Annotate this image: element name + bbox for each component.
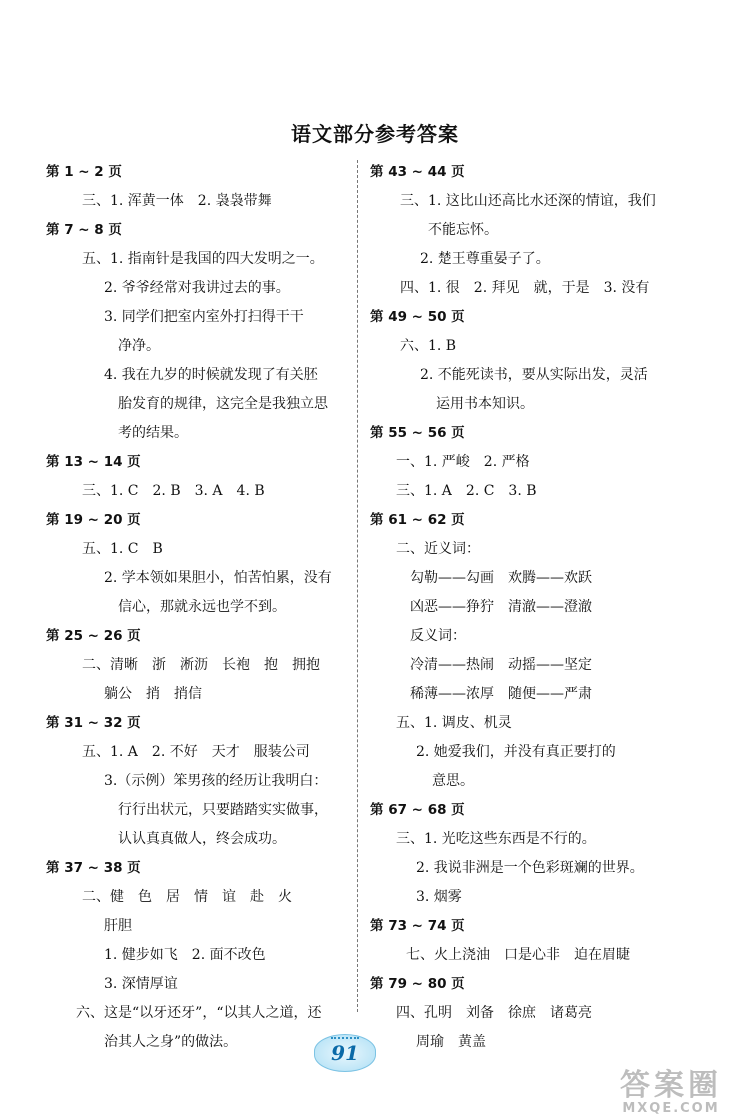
section-heading: 第 79 ~ 80 页 — [370, 976, 465, 992]
answer-line: 不能忘怀。 — [428, 222, 498, 238]
answer-line: 4. 我在九岁的时候就发现了有关胚 — [104, 367, 318, 383]
section-heading: 第 37 ~ 38 页 — [46, 860, 141, 876]
section-heading: 第 25 ~ 26 页 — [46, 628, 141, 644]
answer-line: 认认真真做人，终会成功。 — [118, 831, 286, 847]
answer-line: 3. 同学们把室内室外打扫得干干 — [104, 309, 304, 325]
answer-line: 三、1. A 2. C 3. B — [396, 483, 537, 499]
answer-line: 反义词： — [410, 628, 466, 644]
section-heading: 第 31 ~ 32 页 — [46, 715, 141, 731]
answer-line: 3.（示例）笨男孩的经历让我明白： — [104, 773, 328, 789]
answer-line: 三、1. 浑黄一体 2. 袅袅带舞 — [82, 193, 272, 209]
answer-line: 勾勒——勾画 欢腾——欢跃 — [410, 570, 592, 586]
answer-line: 信心，那就永远也学不到。 — [118, 599, 286, 615]
answer-line: 周瑜 黄盖 — [416, 1034, 486, 1050]
answer-line: 五、1. A 2. 不好 天才 服装公司 — [82, 744, 310, 760]
answer-line: 三、1. 光吃这些东西是不行的。 — [396, 831, 596, 847]
answer-line: 净净。 — [118, 338, 160, 354]
answer-line: 2. 她爱我们，并没有真正要打的 — [416, 744, 616, 760]
section-heading: 第 13 ~ 14 页 — [46, 454, 141, 470]
answer-line: 五、1. C B — [82, 541, 163, 557]
answer-line: 六、1. B — [400, 338, 457, 354]
answer-line: 1. 健步如飞 2. 面不改色 — [104, 947, 266, 963]
answer-line: 2. 不能死读书，要从实际出发，灵活 — [420, 367, 648, 383]
section-heading: 第 55 ~ 56 页 — [370, 425, 465, 441]
section-heading: 第 61 ~ 62 页 — [370, 512, 465, 528]
answer-line: 运用书本知识。 — [436, 396, 534, 412]
answer-line: 四、1. 很 2. 拜见 就，于是 3. 没有 — [400, 280, 650, 296]
right-column — [370, 158, 710, 1057]
watermark-text: 答案圈 — [620, 1068, 722, 1103]
answer-line: 三、1. C 2. B 3. A 4. B — [82, 483, 265, 499]
page-title: 语文部分参考答案 — [291, 122, 459, 146]
answer-line: 3. 烟雾 — [416, 889, 462, 905]
answer-line: 二、近义词： — [396, 541, 480, 557]
section-heading: 第 73 ~ 74 页 — [370, 918, 465, 934]
section-heading: 第 19 ~ 20 页 — [46, 512, 141, 528]
answer-line: 二、健 色 居 情 谊 赴 火 — [82, 889, 292, 905]
answer-line: 七、火上浇油 口是心非 迫在眉睫 — [406, 947, 630, 963]
section-heading: 第 7 ~ 8 页 — [46, 222, 122, 238]
section-heading: 第 1 ~ 2 页 — [46, 164, 122, 180]
answer-line: 胎发育的规律，这完全是我独立思 — [118, 396, 328, 412]
left-column — [46, 158, 346, 1057]
answer-line: 3. 深情厚谊 — [104, 976, 178, 992]
answer-line: 2. 学本领如果胆小，怕苦怕累，没有 — [104, 570, 332, 586]
answer-line: 凶恶——狰狞 清澈——澄澈 — [410, 599, 592, 615]
answer-line: 行行出状元，只要踏踏实实做事， — [118, 802, 328, 818]
column-divider — [357, 160, 358, 1012]
answer-line: 躺公 捎 捎信 — [104, 686, 202, 702]
answer-line: 四、孔明 刘备 徐庶 诸葛亮 — [396, 1005, 592, 1021]
answer-line: 2. 我说非洲是一个色彩斑斓的世界。 — [416, 860, 644, 876]
answer-line: 治其人之身”的做法。 — [104, 1034, 238, 1050]
answer-line: 肝胆 — [104, 918, 132, 934]
answer-line: 2. 楚王尊重晏子了。 — [420, 251, 550, 267]
answer-line: 意思。 — [432, 773, 474, 789]
answer-line: 稀薄——浓厚 随便——严肃 — [410, 686, 592, 702]
watermark-logo — [600, 1068, 742, 1116]
watermark-url: MXQE.COM — [622, 1101, 720, 1116]
answer-line: 考的结果。 — [118, 425, 188, 441]
answer-line: 冷清——热闹 动摇——坚定 — [410, 657, 592, 673]
page-number: 91 — [331, 1041, 359, 1065]
section-heading: 第 67 ~ 68 页 — [370, 802, 465, 818]
answer-line: 六、这是“以牙还牙”，“以其人之道，还 — [76, 1005, 322, 1021]
section-heading: 第 43 ~ 44 页 — [370, 164, 465, 180]
section-heading: 第 49 ~ 50 页 — [370, 309, 465, 325]
answer-line: 三、1. 这比山还高比水还深的情谊，我们 — [400, 193, 656, 209]
answer-line: 五、1. 指南针是我国的四大发明之一。 — [82, 251, 324, 267]
answer-line: 一、1. 严峻 2. 严格 — [396, 454, 530, 470]
answer-line: 二、清晰 浙 淅沥 长袍 抱 拥抱 — [82, 657, 320, 673]
page-number-badge — [314, 1034, 376, 1072]
answer-line: 五、1. 调皮、机灵 — [396, 715, 512, 731]
answer-line: 2. 爷爷经常对我讲过去的事。 — [104, 280, 290, 296]
